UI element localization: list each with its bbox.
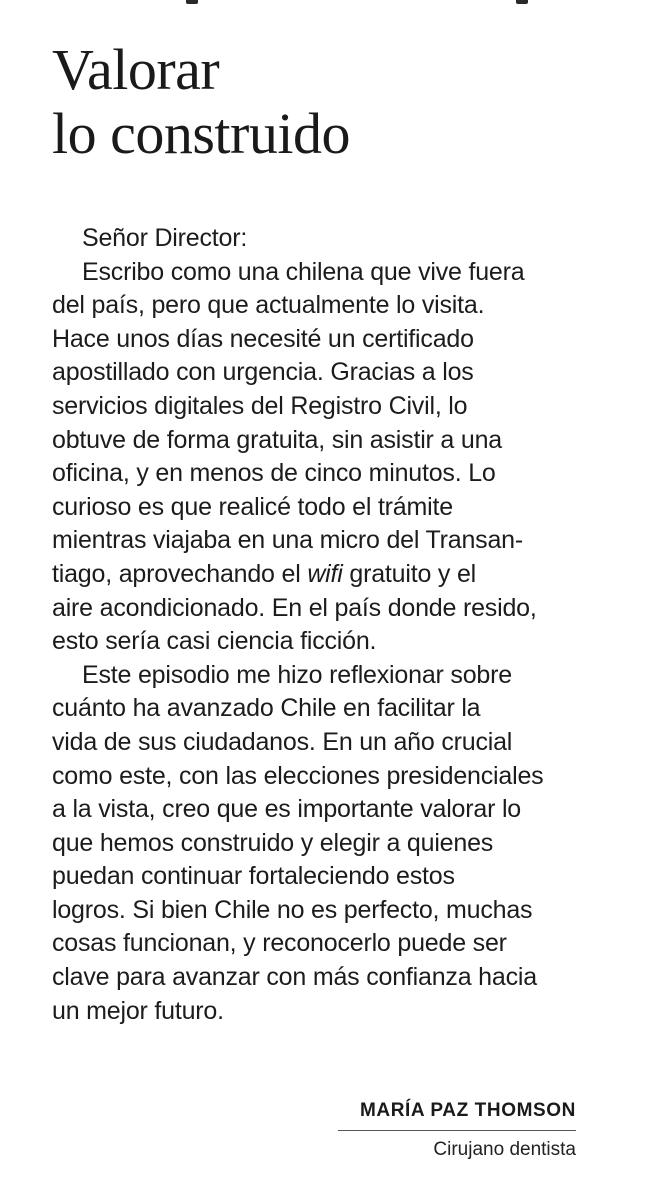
signature-divider xyxy=(338,1130,576,1131)
body-line: apostillado con urgencia. Gracias a los xyxy=(52,358,474,387)
body-text: tiago, aprovechando el xyxy=(52,559,308,588)
headline-line-2: lo construido xyxy=(52,101,350,166)
author-name: MARÍA PAZ THOMSON xyxy=(359,1100,576,1121)
body-line: como este, con las elecciones presidenciales xyxy=(52,761,544,790)
body-line: Hace unos días necesité un certificado xyxy=(52,324,474,353)
body-line: oficina, y en menos de cinco minutos. Lo xyxy=(52,459,496,488)
body-line: esto sería casi ciencia ficción. xyxy=(52,627,377,656)
body-text: gratuito y el xyxy=(342,559,477,588)
body-line: del país, pero que actualmente lo visita. xyxy=(52,291,485,320)
cropped-previous-article xyxy=(0,0,652,6)
body-line: clave para avanzar con más confianza hacia xyxy=(52,963,537,992)
signature-block xyxy=(338,1098,576,1163)
body-line: obtuve de forma gratuita, sin asistir a una xyxy=(52,425,502,454)
body-line: mientras viajaba en una micro del Transan- xyxy=(52,526,524,555)
body-line: servicios digitales del Registro Civil, lo xyxy=(52,391,468,420)
article-headline xyxy=(52,38,350,166)
body-line: puedan continuar fortaleciendo estos xyxy=(52,862,455,891)
body-line: un mejor futuro. xyxy=(52,996,224,1025)
italic-word: wifi xyxy=(307,559,343,588)
text-fragment xyxy=(516,0,528,4)
body-line: a la vista, creo que es importante valorar lo xyxy=(52,795,522,824)
body-line: que hemos construido y elegir a quienes xyxy=(52,828,494,857)
body-line: logros. Si bien Chile no es perfecto, muchas xyxy=(52,895,533,924)
body-line: cosas funcionan, y reconocerlo puede ser xyxy=(52,929,507,958)
body-line: aire acondicionado. En el país donde resido, xyxy=(52,593,537,622)
body-line: curioso es que realicé todo el trámite xyxy=(52,492,453,521)
author-title: Cirujano dentista xyxy=(433,1139,576,1160)
body-line: vida de sus ciudadanos. En un año crucial xyxy=(52,727,513,756)
body-line: Escribo como una chilena que vive fuera xyxy=(82,257,525,286)
body-line: cuánto ha avanzado Chile en facilitar la xyxy=(52,694,481,723)
letter-body xyxy=(52,222,592,1028)
salutation: Señor Director: xyxy=(82,224,248,252)
body-line xyxy=(52,558,592,592)
headline-line-1: Valorar xyxy=(52,37,220,102)
text-fragment xyxy=(186,0,198,4)
body-line: Este episodio me hizo reflexionar sobre xyxy=(82,660,512,689)
